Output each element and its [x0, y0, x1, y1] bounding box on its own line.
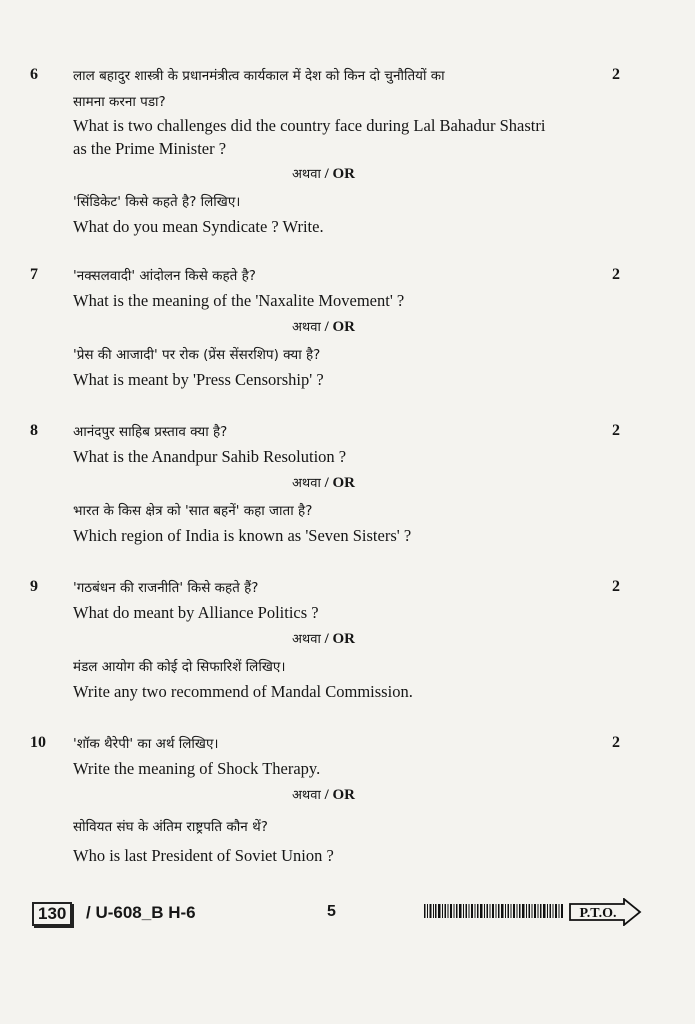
or-english: / OR [320, 787, 356, 803]
question-english-line: as the Prime Minister ? [73, 139, 227, 158]
or-separator [292, 785, 355, 804]
question-english-line: What is the Anandpur Sahib Resolution ? [73, 447, 347, 466]
question-marks: 2 [612, 734, 620, 751]
alternative-hindi: 'सिंडिकेट' किसे कहते है? लिखिए। [73, 194, 241, 210]
alternative-english: What do you mean Syndicate ? Write. [73, 217, 324, 236]
or-separator [292, 317, 355, 336]
alternative-hindi: भारत के किस क्षेत्र को 'सात बहनें' कहा जाता है? [73, 503, 313, 519]
center-code-box: 130 [32, 902, 72, 926]
question-marks: 2 [612, 422, 620, 439]
alternative-english: What is meant by 'Press Censorship' ? [73, 370, 324, 389]
question-number: 7 [30, 266, 38, 283]
question-marks: 2 [612, 266, 620, 283]
question-number: 8 [30, 422, 38, 439]
question-english-line: What is the meaning of the 'Naxalite Movement' ? [73, 291, 405, 310]
pto-arrow-icon [568, 898, 642, 926]
question-marks: 2 [612, 66, 620, 83]
alternative-english: Which region of India is known as 'Seven Sisters' ? [73, 526, 412, 545]
or-hindi: अथवा [292, 320, 321, 335]
or-hindi: अथवा [292, 167, 321, 182]
question-hindi-line: 'शॉक थैरेपी' का अर्थ लिखिए। [73, 736, 219, 752]
question-hindi-line: लाल बहादुर शास्त्री के प्रधानमंत्रीत्व कार्यकाल में देश को किन दो चुनौतियों का [73, 68, 445, 84]
or-english: / OR [320, 319, 356, 335]
or-english: / OR [320, 475, 356, 491]
question-number: 10 [30, 734, 46, 751]
question-hindi-line: सामना करना पडा? [73, 94, 166, 110]
alternative-hindi: सोवियत संघ के अंतिम राष्ट्रपति कौन थें? [73, 819, 268, 835]
question-hindi-line: 'गठबंधन की राजनीति' किसे कहते हैं? [73, 580, 259, 596]
question-number: 6 [30, 66, 38, 83]
question-english-line: Write the meaning of Shock Therapy. [73, 759, 321, 778]
question-hindi-line: 'नक्सलवादी' आंदोलन किसे कहते है? [73, 268, 256, 284]
question-english-line: What do meant by Alliance Politics ? [73, 603, 319, 622]
page-footer [0, 898, 695, 932]
or-separator [292, 473, 355, 492]
or-separator [292, 629, 355, 648]
pto-label: P.T.O. [579, 906, 617, 921]
alternative-hindi: मंडल आयोग की कोई दो सिफारिशें लिखिए। [73, 659, 286, 675]
question-marks: 2 [612, 578, 620, 595]
or-hindi: अथवा [292, 476, 321, 491]
alternative-english: Write any two recommend of Mandal Commission. [73, 682, 413, 701]
paper-code: / U-608_B H-6 [86, 903, 196, 922]
alternative-hindi: 'प्रेस की आजादी' पर रोक (प्रेंस सेंसरशिप) क्या है? [73, 347, 321, 363]
or-hindi: अथवा [292, 632, 321, 647]
question-english-line: What is two challenges did the country face during Lal Bahadur Shastri [73, 116, 546, 135]
barcode-icon [424, 904, 564, 918]
question-hindi-line: आनंदपुर साहिब प्रस्ताव क्या है? [73, 424, 228, 440]
or-hindi: अथवा [292, 788, 321, 803]
alternative-english: Who is last President of Soviet Union ? [73, 846, 334, 865]
or-english: / OR [320, 166, 356, 182]
question-number: 9 [30, 578, 38, 595]
or-separator [292, 164, 355, 183]
or-english: / OR [320, 631, 356, 647]
page-number: 5 [327, 903, 336, 920]
